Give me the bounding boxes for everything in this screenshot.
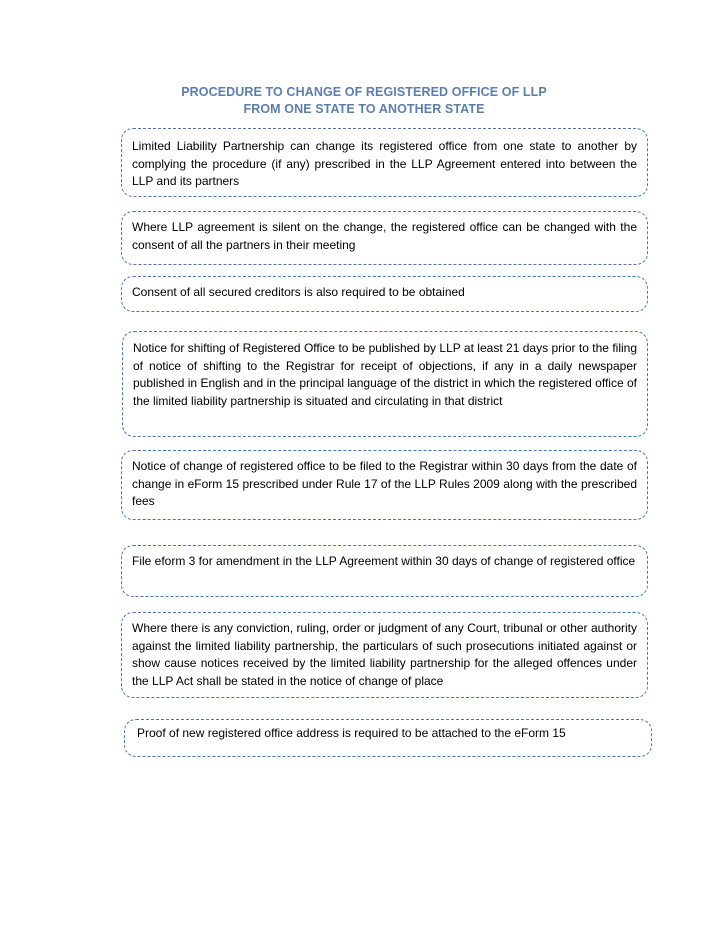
step-text-8: Proof of new registered office address is required to be attached to the eForm 15 bbox=[137, 726, 566, 740]
step-text-3: Consent of all secured creditors is also required to be obtained bbox=[132, 285, 465, 299]
step-box-5 bbox=[121, 450, 648, 520]
step-box-4 bbox=[122, 331, 648, 437]
step-box-7 bbox=[121, 612, 648, 698]
page-title bbox=[0, 84, 728, 118]
step-box-8 bbox=[124, 719, 652, 757]
step-box-1 bbox=[121, 128, 648, 197]
step-box-2 bbox=[121, 211, 648, 265]
step-text-5: Notice of change of registered office to be filed to the Registrar within 30 days from the date of change in eForm 15 prescribed under Rule 17 of the LLP Rules 2009 along with the prescribed fees bbox=[132, 459, 637, 508]
step-text-7: Where there is any conviction, ruling, order or judgment of any Court, tribunal or other authority against the limited liability partnership, the particulars of such prosecutions initiated against or show cause notices received by the limited liability partnership for the alleged offences under the LLP Act shall be stated in the notice of change of place bbox=[132, 621, 637, 688]
step-box-3 bbox=[121, 276, 648, 312]
title-line-1: PROCEDURE TO CHANGE OF REGISTERED OFFICE OF LLP bbox=[181, 85, 547, 99]
step-text-4: Notice for shifting of Registered Office to be published by LLP at least 21 days prior to the filing of notice of shifting to the Registrar for receipt of objections, if any in a daily newspaper published in English and in the principal language of the district in which the registered office of the limited liability partnership is situated and circulating in that district bbox=[133, 341, 637, 408]
title-line-2: FROM ONE STATE TO ANOTHER STATE bbox=[243, 102, 485, 116]
step-text-2: Where LLP agreement is silent on the change, the registered office can be changed with the consent of all the partners in their meeting bbox=[132, 220, 637, 252]
step-box-6 bbox=[121, 545, 648, 597]
step-text-6: File eform 3 for amendment in the LLP Agreement within 30 days of change of registered office bbox=[132, 554, 636, 568]
step-text-1: Limited Liability Partnership can change its registered office from one state to another by complying the procedure (if any) prescribed in the LLP Agreement entered into between the LLP and its partners bbox=[132, 139, 637, 188]
